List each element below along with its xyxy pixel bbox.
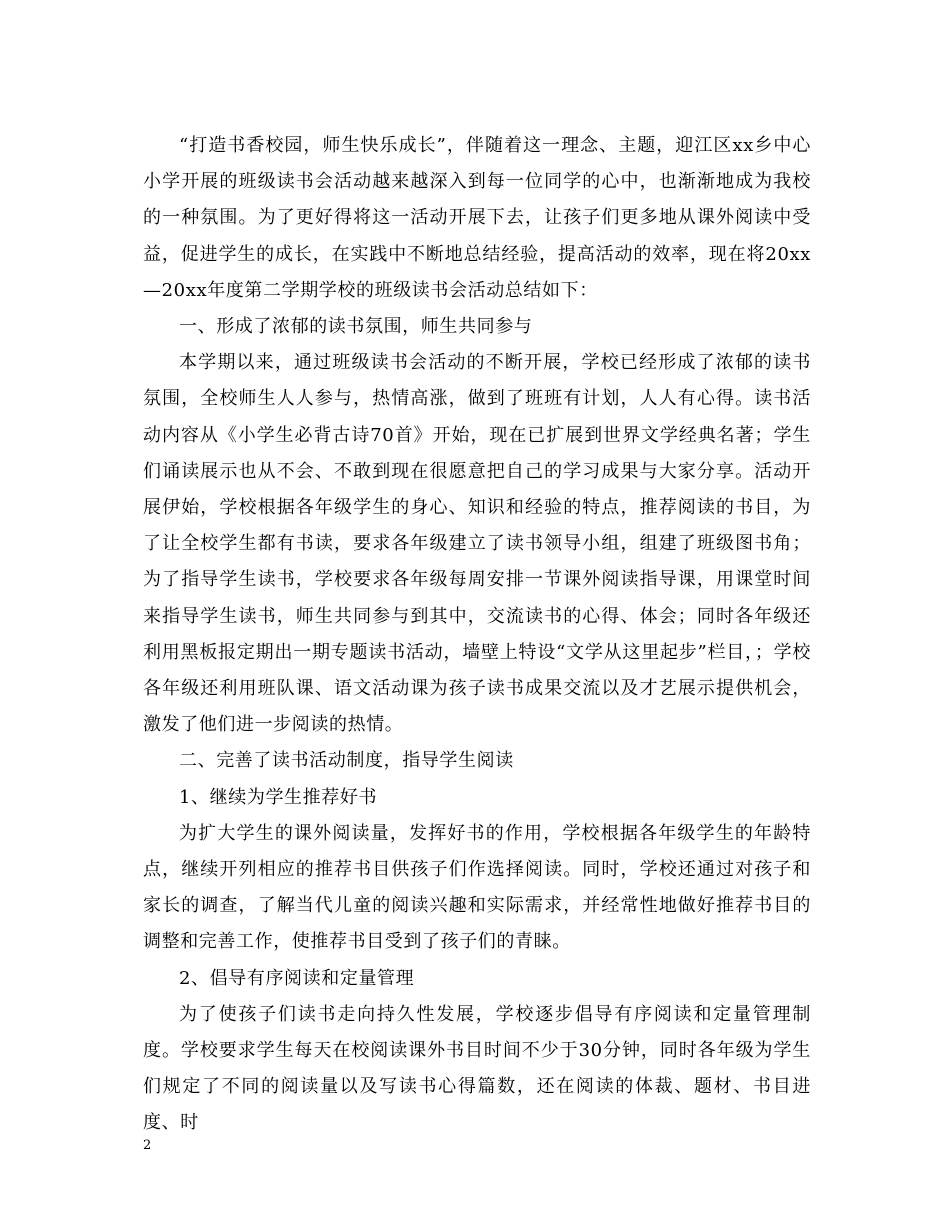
subheading-2-1: 1、继续为学生推荐好书	[179, 786, 378, 808]
subheading-2-2: 2、倡导有序阅读和定量管理	[179, 967, 415, 989]
intro-paragraph: “打造书香校园，师生快乐成长”，伴随着这一理念、主题，迎江区xx乡中心小学开展的班级读书会活动越来越深入到每一位同学的心中，也渐渐地成为我校的一种氛围。为了更好得将这一活动开展下去，让孩子们更多地从课外阅读中受益，促进学生的成长，在实践中不断地总结经验，提高活动的效率，现在将20xx—20xx年度第二学期学校的班级读书会活动总结如下：	[143, 135, 811, 301]
section-1-paragraph: 本学期以来，通过班级读书会活动的不断开展，学校已经形成了浓郁的读书氛围，全校师生人人参与，热情高涨，做到了班班有计划，人人有心得。读书活动内容从《小学生必背古诗70首》开始，现在已扩展到世界文学经典名著；学生们诵读展示也从不会、不敢到现在很愿意把自己的学习成果与大家分享。活动开展伊始，学校根据各年级学生的身心、知识和经验的特点，推荐阅读的书目，为了让全校学生都有书读，要求各年级建立了读书领导小组，组建了班级图书角；为了指导学生读书，学校要求各年级每周安排一节课外阅读指导课，用课堂时间来指导学生读书，师生共同参与到其中，交流读书的心得、体会；同时各年级还利用黑板报定期出一期专题读书活动，墙壁上特设“文学从这里起步”栏目，；学校各年级还利用班队课、语文活动课为孩子读书成果交流以及才艺展示提供机会，激发了他们进一步阅读的热情。	[143, 352, 811, 736]
section-heading-2: 二、完善了读书活动制度，指导学生阅读	[179, 750, 514, 772]
document-body	[143, 128, 811, 1142]
subsection-2-2-paragraph: 为了使孩子们读书走向持久性发展，学校逐步倡导有序阅读和定量管理制度。学校要求学生每天在校阅读课外书目时间不少于30分钟，同时各年级为学生们规定了不同的阅读量以及写读书心得篇数，还在阅读的体裁、题材、书目进度、时	[143, 1003, 811, 1134]
subsection-2-1-paragraph: 为扩大学生的课外阅读量，发挥好书的作用，学校根据各年级学生的年龄特点，继续开列相应的推荐书目供孩子们作选择阅读。同时，学校还通过对孩子和家长的调查，了解当代儿童的阅读兴趣和实际需求，并经常性地做好推荐书目的调整和完善工作，使推荐书目受到了孩子们的青睐。	[143, 822, 811, 953]
page-number: 2	[143, 1138, 152, 1153]
section-heading-1: 一、形成了浓郁的读书氛围，师生共同参与	[179, 316, 533, 338]
